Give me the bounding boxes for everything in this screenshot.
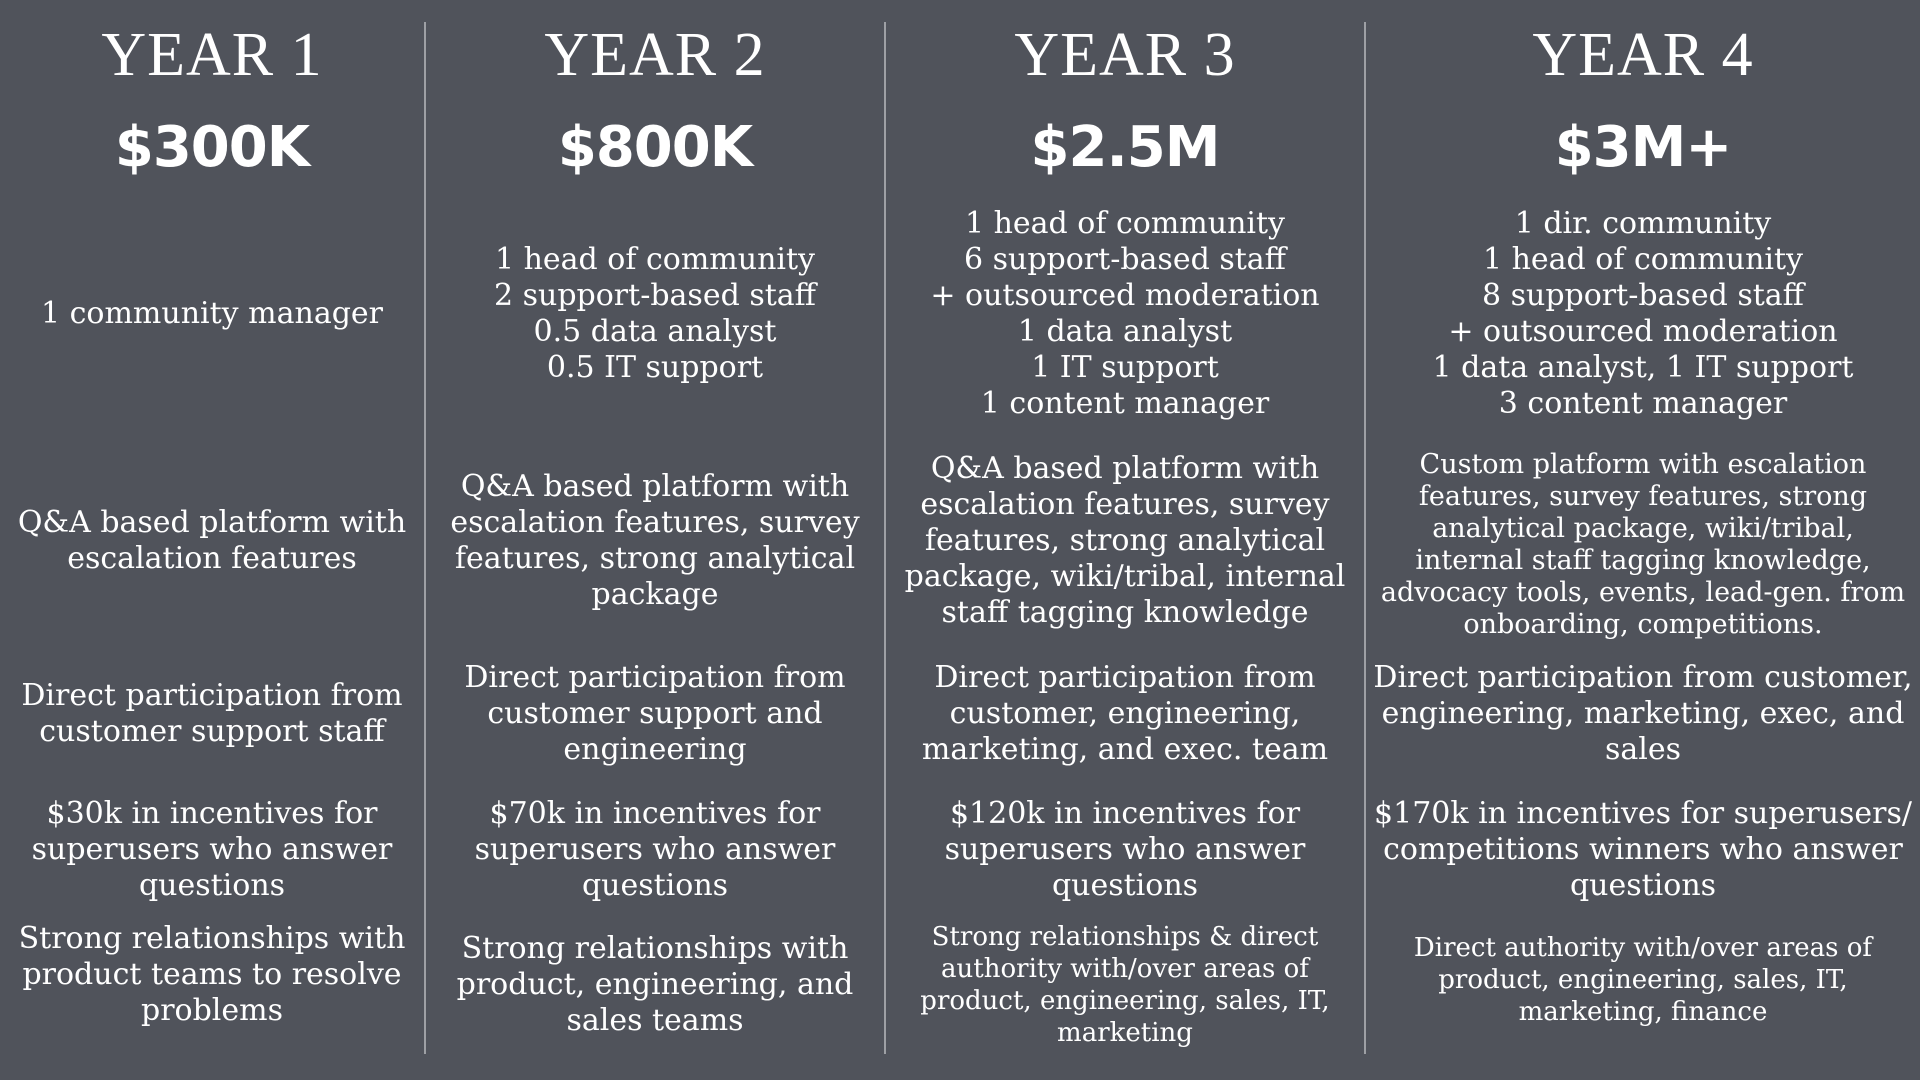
incentives-description: $70k in incentives for superusers who answer questions [474, 796, 836, 903]
column-year-3 [886, 0, 1364, 1080]
platform-description: Custom platform with escalation features, survey features, strong analytical package, wiki/tribal, internal staff tagging knowledge, advocacy tools, events, lead-gen. from onboarding, competitions. [1380, 449, 1906, 640]
staff-list: 1 head of community 2 support-based staff 0.5 data analyst 0.5 IT support [494, 242, 816, 385]
relationships-description: Direct authority with/over areas of product, engineering, sales, IT, marketing, finance [1413, 933, 1873, 1027]
column-year-1 [0, 0, 424, 1080]
participation-description: Direct participation from customer, engineering, marketing, and exec. team [921, 660, 1329, 767]
budget-amount: $800K [557, 115, 753, 180]
budget-amount: $3M+ [1554, 115, 1732, 180]
year-heading: YEAR 3 [1014, 20, 1236, 89]
relationships-description: Strong relationships with product, engineering, and sales teams [456, 931, 854, 1038]
relationships-description: Strong relationships & direct authority with/over areas of product, engineering, sales, IT, marketing [920, 922, 1330, 1048]
column-year-4 [1366, 0, 1920, 1080]
budget-amount: $2.5M [1030, 115, 1220, 180]
incentives-description: $170k in incentives for superusers/ competitions winners who answer questions [1374, 796, 1912, 903]
participation-description: Direct participation from customer support and engineering [464, 660, 846, 767]
year-heading: YEAR 2 [544, 20, 766, 89]
platform-description: Q&A based platform with escalation features [17, 505, 407, 576]
relationships-description: Strong relationships with product teams to resolve problems [18, 921, 406, 1028]
staff-list: 1 head of community 6 support-based staff + outsourced moderation 1 data analyst 1 IT support 1 content manager [930, 206, 1320, 421]
budget-amount: $300K [114, 115, 310, 180]
incentives-description: $120k in incentives for superusers who answer questions [944, 796, 1306, 903]
incentives-description: $30k in incentives for superusers who answer questions [31, 796, 393, 903]
platform-description: Q&A based platform with escalation features, survey features, strong analytical package [450, 469, 860, 612]
platform-description: Q&A based platform with escalation features, survey features, strong analytical package, wiki/tribal, internal staff tagging knowledge [904, 451, 1346, 630]
staff-list: 1 dir. community 1 head of community 8 support-based staff + outsourced moderation 1 data analyst, 1 IT support 3 content manager [1432, 206, 1854, 421]
year-heading: YEAR 1 [101, 20, 323, 89]
column-year-2 [426, 0, 884, 1080]
participation-description: Direct participation from customer, engineering, marketing, exec, and sales [1373, 660, 1913, 767]
participation-description: Direct participation from customer support staff [21, 678, 403, 749]
staff-list: 1 community manager [41, 296, 383, 331]
year-heading: YEAR 4 [1532, 20, 1754, 89]
